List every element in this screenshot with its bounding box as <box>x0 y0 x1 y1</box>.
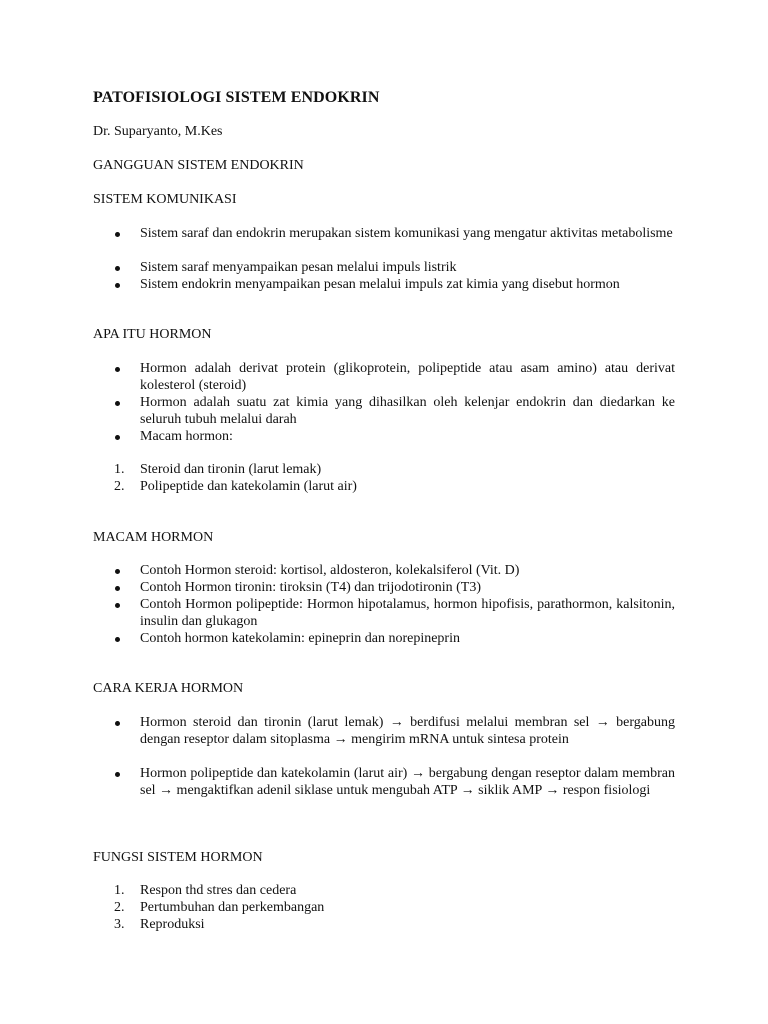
list-item-text: Hormon polipeptide dan katekolamin (larut air) → bergabung dengan reseptor dalam membran sel → mengaktifkan adenil siklase untuk mengubah ATP → siklik AMP → respon fisiologi <box>140 766 675 798</box>
numbered-item <box>114 478 675 495</box>
list-item <box>114 562 675 579</box>
item-number: 1. <box>114 883 125 898</box>
list-item-text: Sistem endokrin menyampaikan pesan melalui impuls zat kimia yang disebut hormon <box>140 277 620 292</box>
list-item <box>114 765 675 799</box>
list-item-text: Sistem saraf dan endokrin merupakan sistem komunikasi yang mengatur aktivitas metabolisme <box>140 226 673 241</box>
item-text: Steroid dan tironin (larut lemak) <box>140 462 322 477</box>
list-item <box>114 259 675 276</box>
numbered-item <box>114 899 675 916</box>
numbered-item <box>114 882 675 899</box>
list-item-text: Contoh Hormon steroid: kortisol, aldosteron, kolekalsiferol (Vit. D) <box>140 563 520 578</box>
item-number: 2. <box>114 900 125 915</box>
list-item-text: Contoh hormon katekolamin: epineprin dan norepineprin <box>140 631 460 646</box>
author-line: Dr. Suparyanto, M.Kes <box>93 124 223 139</box>
list-item-text: Sistem saraf menyampaikan pesan melalui impuls listrik <box>140 260 457 275</box>
numbered-item <box>114 916 675 933</box>
item-text: Pertumbuhan dan perkembangan <box>140 900 325 915</box>
numbered-item <box>114 461 675 478</box>
section-heading-fungsi-sistem-hormon: FUNGSI SISTEM HORMON <box>93 850 263 865</box>
list-item-text: Hormon adalah suatu zat kimia yang dihasilkan oleh kelenjar endokrin dan diedarkan ke seluruh tubuh melalui darah <box>140 395 675 427</box>
item-number: 1. <box>114 462 125 477</box>
list-item-text: Hormon adalah derivat protein (glikoprotein, polipeptide atau asam amino) atau derivat kolesterol (steroid) <box>140 361 675 393</box>
item-number: 3. <box>114 917 125 932</box>
list-item <box>114 596 675 630</box>
section-heading-cara-kerja-hormon: CARA KERJA HORMON <box>93 681 244 696</box>
document-title: PATOFISIOLOGI SISTEM ENDOKRIN <box>93 89 380 106</box>
heading-gangguan: GANGGUAN SISTEM ENDOKRIN <box>93 158 304 173</box>
item-text: Polipeptide dan katekolamin (larut air) <box>140 479 357 494</box>
list-item <box>114 360 675 394</box>
list-item <box>114 630 675 647</box>
list-item-text: Contoh Hormon tironin: tiroksin (T4) dan trijodotironin (T3) <box>140 580 482 595</box>
section-heading-apa-itu-hormon: APA ITU HORMON <box>93 327 212 342</box>
list-item <box>114 714 675 748</box>
list-item <box>114 579 675 596</box>
list-item-text: Hormon steroid dan tironin (larut lemak) → berdifusi melalui membran sel → bergabung dengan reseptor dalam sitoplasma → mengirim mRNA untuk sintesa protein <box>140 715 675 747</box>
item-number: 2. <box>114 479 125 494</box>
list-item <box>114 225 675 242</box>
section-heading-sistem-komunikasi: SISTEM KOMUNIKASI <box>93 192 237 207</box>
item-text: Respon thd stres dan cedera <box>140 883 297 898</box>
list-item <box>114 394 675 428</box>
list-item <box>114 428 675 445</box>
list-item-text: Contoh Hormon polipeptide: Hormon hipotalamus, hormon hipofisis, parathormon, kalsitonin, insulin dan glukagon <box>140 597 675 629</box>
item-text: Reproduksi <box>140 917 205 932</box>
list-item <box>114 276 675 293</box>
list-item-text: Macam hormon: <box>140 429 233 444</box>
section-heading-macam-hormon: MACAM HORMON <box>93 530 214 545</box>
